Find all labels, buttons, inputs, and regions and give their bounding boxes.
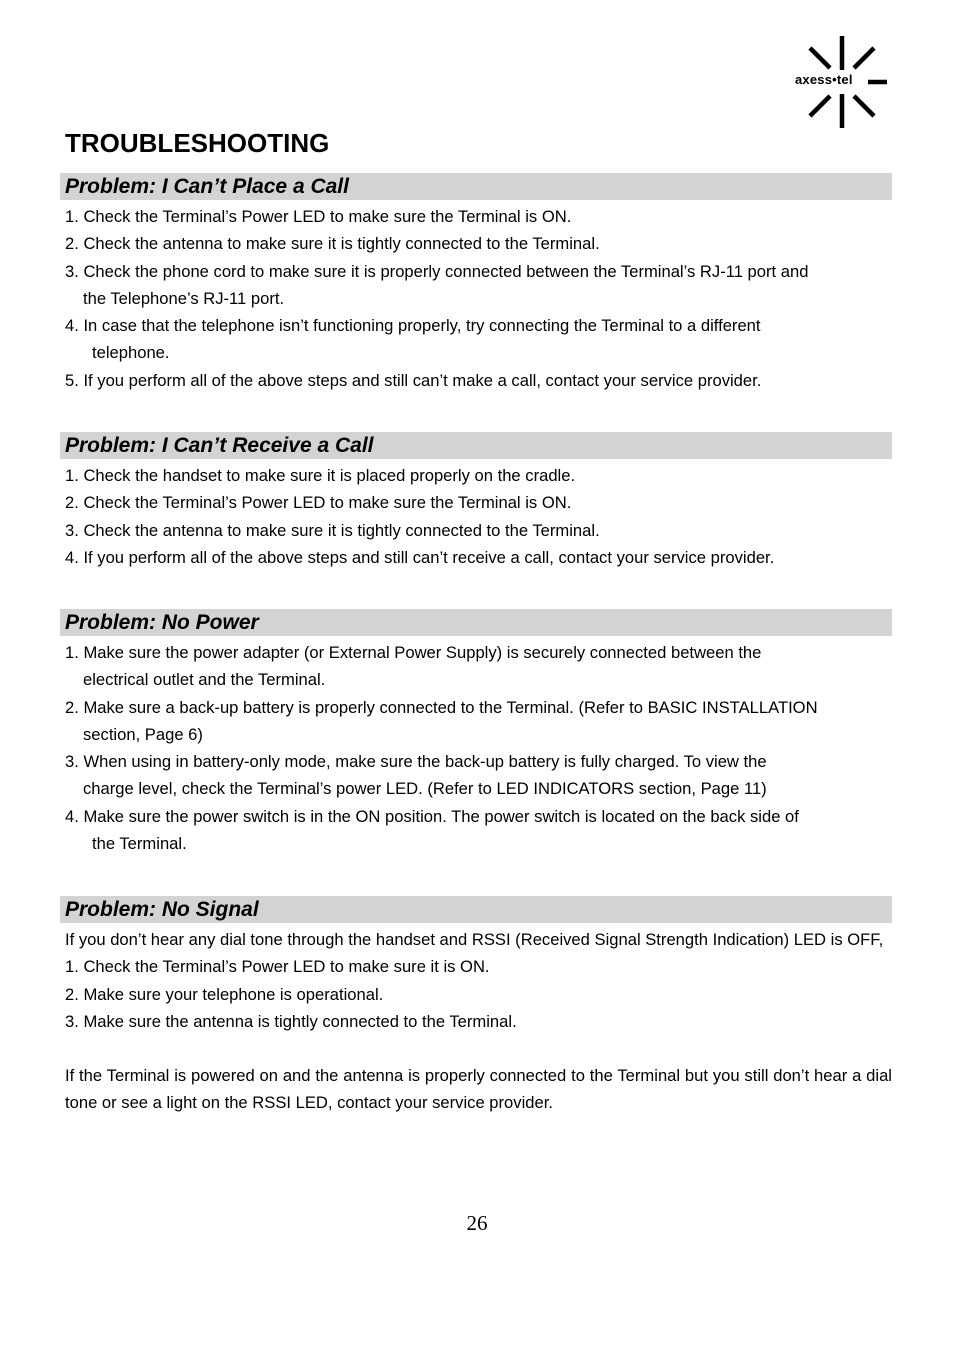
list-item: 1. Check the handset to make sure it is placed properly on the cradle. [65,466,576,485]
list-item: 3. When using in battery-only mode, make sure the back-up battery is fully charged. To view the charge level, check the Terminal’s power LED. (Refer to LED INDICATORS section, Page 11) [65,752,767,799]
list-item: 5. If you perform all of the above steps and still can’t make a call, contact your service provider. [65,370,762,390]
list-item: 4. If you perform all of the above steps and still can’t receive a call, contact your service provider. [65,547,775,567]
page-number: 26 [466,1211,488,1235]
logo-wordmark: axess•tel [795,72,853,87]
section-cant-receive-call [60,432,892,571]
section-no-power [60,609,892,857]
list-item: 4. Make sure the power switch is in the ON position. The power switch is located on the back side of the Terminal. [65,806,799,854]
section-heading: Problem: I Can’t Receive a Call [60,432,892,459]
list-item: 2. Check the antenna to make sure it is tightly connected to the Terminal. [65,234,600,254]
list-item: 2. Check the Terminal’s Power LED to make sure the Terminal is ON. [65,493,572,513]
section-no-signal [60,896,892,1117]
list-item: 3. Check the antenna to make sure it is tightly connected to the Terminal. [65,520,600,540]
list-item: 2. Make sure your telephone is operational. [65,984,384,1004]
list-item: 3. Check the phone cord to make sure it is properly connected between the Terminal’s RJ-11 port and the Telephone’s RJ-11 port. [65,261,809,308]
section-heading: Problem: No Signal [60,896,892,923]
list-item: 4. In case that the telephone isn’t functioning properly, try connecting the Terminal to a different telephone. [65,316,761,363]
list-item: 1. Check the Terminal’s Power LED to make sure the Terminal is ON. [65,207,572,226]
intro-paragraph: If you don’t hear any dial tone through the handset and RSSI (Received Signal Strength Indication) LED is OFF, [65,930,884,949]
section-heading: Problem: I Can’t Place a Call [60,173,892,200]
section-cant-place-call [60,173,892,394]
section-heading: Problem: No Power [60,609,892,636]
closing-paragraph: If the Terminal is powered on and the antenna is properly connected to the Terminal but you still don’t hear a dial tone or see a light on the RSSI LED, contact your service provider. [65,1066,892,1113]
list-item: 3. Make sure the antenna is tightly connected to the Terminal. [65,1011,517,1031]
axesstel-logo [790,34,890,130]
list-item: 1. Check the Terminal’s Power LED to make sure it is ON. [65,957,490,977]
list-item: 2. Make sure a back-up battery is properly connected to the Terminal. (Refer to BASIC INSTALLATION section, Page 6) [65,697,818,744]
list-item: 1. Make sure the power adapter (or External Power Supply) is securely connected between the electrical outlet and the Terminal. [65,643,762,690]
page-title: TROUBLESHOOTING [65,128,330,158]
